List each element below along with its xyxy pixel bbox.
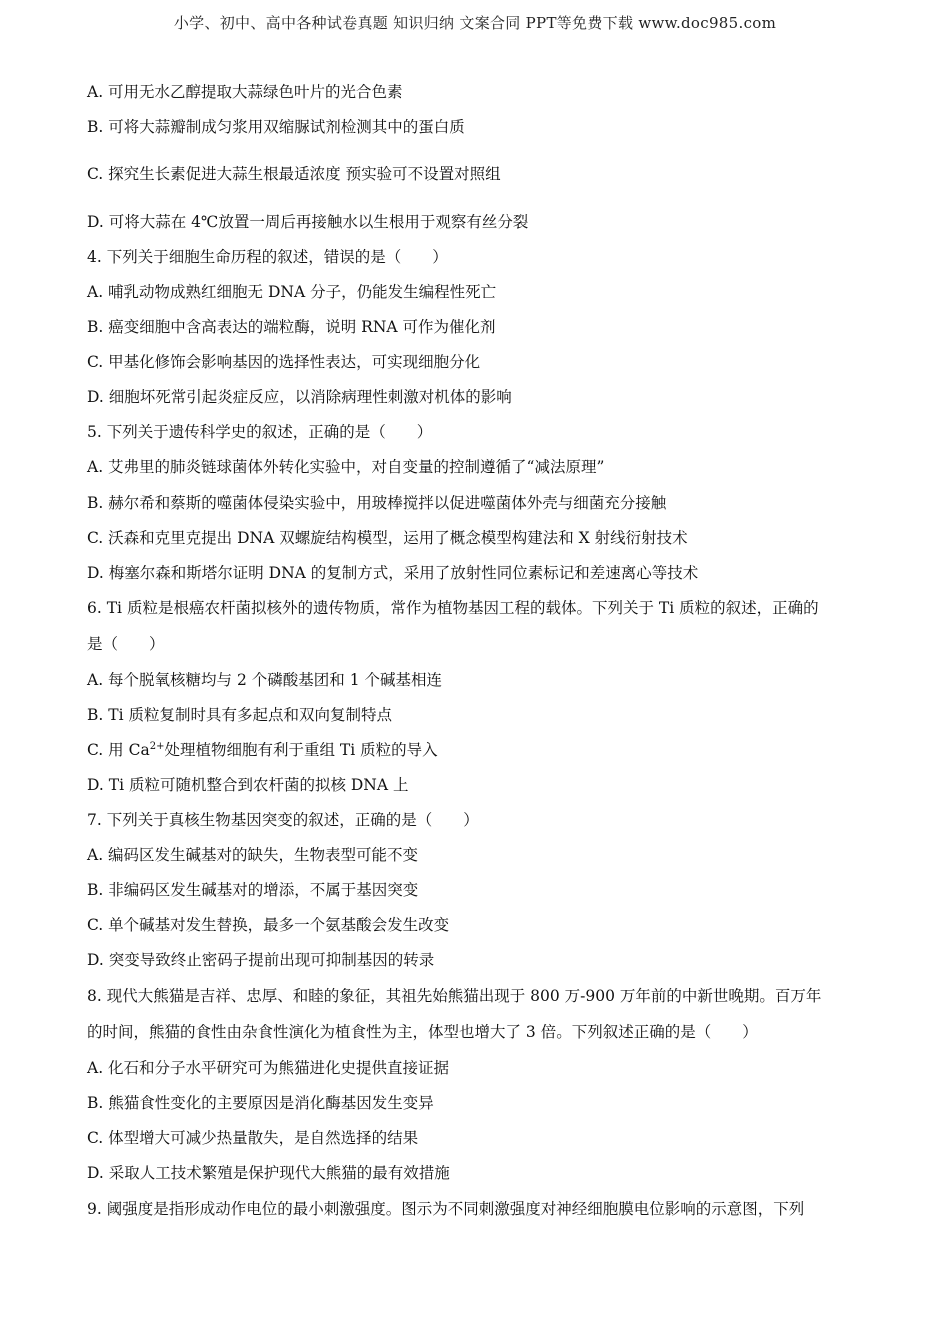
q7-option-b: B. 非编码区发生碱基对的增添，不属于基因突变 [87, 881, 419, 899]
q6-option-a: A. 每个脱氧核糖均与 2 个磷酸基团和 1 个碱基相连 [87, 671, 442, 689]
q8-option-c: C. 体型增大可减少热量散失，是自然选择的结果 [87, 1129, 419, 1147]
q7-option-c: C. 单个碱基对发生替换，最多一个氨基酸会发生改变 [87, 916, 450, 934]
q5-option-d: D. 梅塞尔森和斯塔尔证明 DNA 的复制方式，采用了放射性同位素标记和差速离心等技术 [87, 564, 699, 582]
q4-stem: 4. 下列关于细胞生命历程的叙述，错误的是（ ） [87, 248, 448, 266]
q7-option-a: A. 编码区发生碱基对的缺失，生物表型可能不变 [87, 846, 419, 864]
q6-option-d: D. Ti 质粒可随机整合到农杆菌的拟核 DNA 上 [87, 776, 409, 794]
q6-option-c-post: 处理植物细胞有利于重组 Ti 质粒的导入 [164, 741, 438, 759]
q9-stem-line1: 9. 阈强度是指形成动作电位的最小刺激强度。图示为不同刺激强度对神经细胞膜电位影响的示意图，下列 [87, 1200, 805, 1218]
q7-option-d: D. 突变导致终止密码子提前出现可抑制基因的转录 [87, 951, 435, 969]
q4-option-d: D. 细胞坏死常引起炎症反应，以消除病理性刺激对机体的影响 [87, 388, 512, 406]
q5-option-a: A. 艾弗里的肺炎链球菌体外转化实验中，对自变量的控制遵循了“减法原理” [87, 458, 605, 476]
q6-option-c-superscript: 2+ [149, 740, 165, 752]
q6-option-c-pre: C. 用 Ca [87, 741, 150, 759]
q6-stem-line2: 是（ ） [87, 635, 165, 653]
q7-stem: 7. 下列关于真核生物基因突变的叙述，正确的是（ ） [87, 811, 479, 829]
q8-option-d: D. 采取人工技术繁殖是保护现代大熊猫的最有效措施 [87, 1164, 450, 1182]
q3-option-a: A. 可用无水乙醇提取大蒜绿色叶片的光合色素 [87, 83, 403, 101]
q6-option-b: B. Ti 质粒复制时具有多起点和双向复制特点 [87, 706, 392, 724]
q6-stem-line1: 6. Ti 质粒是根癌农杆菌拟核外的遗传物质，常作为植物基因工程的载体。下列关于 Ti 质粒的叙述，正确的 [87, 599, 819, 617]
q8-stem-line1: 8. 现代大熊猫是吉祥、忠厚、和睦的象征，其祖先始熊猫出现于 800 万-900 万年前的中新世晚期。百万年 [87, 987, 822, 1005]
page-header: 小学、初中、高中各种试卷真题 知识归纳 文案合同 PPT等免费下载 www.doc985.com [173, 14, 777, 32]
q8-option-b: B. 熊猫食性变化的主要原因是消化酶基因发生变异 [87, 1094, 434, 1112]
q3-option-d: D. 可将大蒜在 4℃放置一周后再接触水以生根用于观察有丝分裂 [87, 213, 529, 231]
q4-option-c: C. 甲基化修饰会影响基因的选择性表达，可实现细胞分化 [87, 353, 481, 371]
q6-option-c [87, 738, 438, 762]
q4-option-a: A. 哺乳动物成熟红细胞无 DNA 分子，仍能发生编程性死亡 [87, 283, 497, 301]
q3-option-b: B. 可将大蒜瓣制成匀浆用双缩脲试剂检测其中的蛋白质 [87, 118, 465, 136]
q3-option-c: C. 探究生长素促进大蒜生根最适浓度 预实验可不设置对照组 [87, 165, 501, 183]
q8-option-a: A. 化石和分子水平研究可为熊猫进化史提供直接证据 [87, 1059, 450, 1077]
q5-option-c: C. 沃森和克里克提出 DNA 双螺旋结构模型，运用了概念模型构建法和 X 射线衍射技术 [87, 529, 688, 547]
q4-option-b: B. 癌变细胞中含高表达的端粒酶，说明 RNA 可作为催化剂 [87, 318, 496, 336]
q5-option-b: B. 赫尔希和蔡斯的噬菌体侵染实验中，用玻棒搅拌以促进噬菌体外壳与细菌充分接触 [87, 494, 667, 512]
q5-stem: 5. 下列关于遗传科学史的叙述，正确的是（ ） [87, 423, 433, 441]
q8-stem-line2: 的时间，熊猫的食性由杂食性演化为植食性为主，体型也增大了 3 倍。下列叙述正确的是（ ） [87, 1023, 758, 1041]
